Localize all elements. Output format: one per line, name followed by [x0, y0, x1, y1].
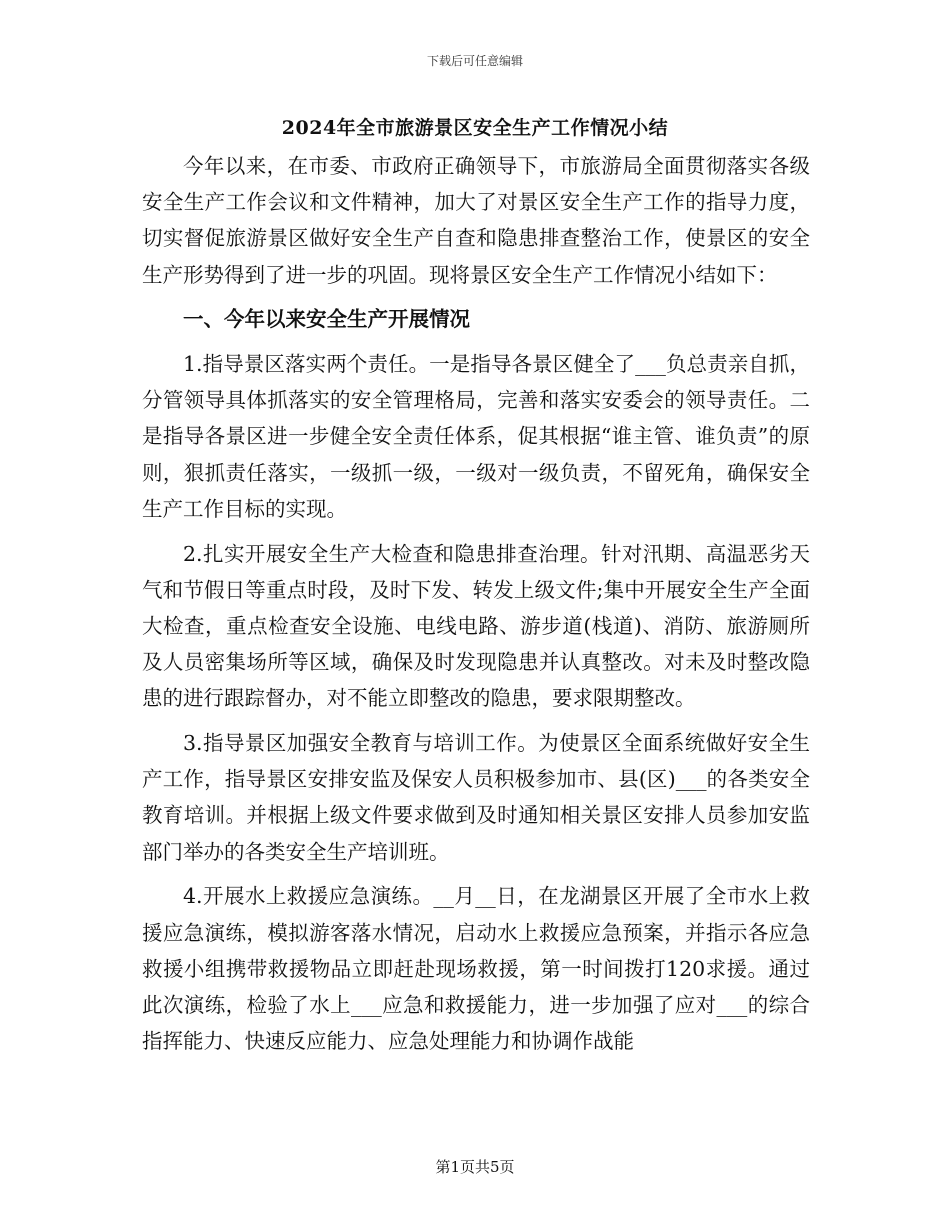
document-body [142, 148, 810, 1068]
paragraph-item-1: 1.指导景区落实两个责任。一是指导各景区健全了___负总责亲自抓，分管领导具体抓落实的安全管理格局，完善和落实安委会的领导责任。二是指导各景区进一步健全安全责任体系，促其根据“谁主管、谁负责”的原则，狠抓责任落实，一级抓一级，一级对一级负责，不留死角，确保安全生产工作目标的实现。 [142, 352, 810, 521]
document-title: 2024年全市旅游景区安全生产工作情况小结 [281, 117, 669, 139]
section-heading: 一、今年以来安全生产开展情况 [183, 307, 470, 332]
paragraph-item-3: 3.指导景区加强安全教育与培训工作。为使景区全面系统做好安全生产工作，指导景区安排安监及保安人员积极参加市、县(区)___的各类安全教育培训。并根据上级文件要求做到及时通知相关景区安排人员参加安监部门举办的各类安全生产培训班。 [142, 731, 810, 864]
page-number-footer: 第1页共5页 [435, 1158, 515, 1176]
paragraph-item-2: 2.扎实开展安全生产大检查和隐患排查治理。针对汛期、高温恶劣天气和节假日等重点时段，及时下发、转发上级文件;集中开展安全生产全面大检查，重点检查安全设施、电线电路、游步道(栈道)、消防、旅游厕所及人员密集场所等区域，确保及时发现隐患并认真整改。对未及时整改隐患的进行跟踪督办，对不能立即整改的隐患，要求限期整改。 [142, 541, 810, 711]
intro-paragraph: 今年以来，在市委、市政府正确领导下，市旅游局全面贯彻落实各级安全生产工作会议和文件精神，加大了对景区安全生产工作的指导力度，切实督促旅游景区做好安全生产自查和隐患排查整治工作，使景区的安全生产形势得到了进一步的巩固。现将景区安全生产工作情况小结如下： [142, 154, 810, 287]
paragraph-item-4: 4.开展水上救援应急演练。__月__日，在龙湖景区开展了全市水上救援应急演练，模拟游客落水情况，启动水上救援应急预案，并指示各应急救援小组携带救援物品立即赶赴现场救援，第一时间拨打120求援。通过此次演练，检验了水上___应急和救援能力，进一步加强了应对___的综合指挥能力、快速反应能力、应急处理能力和协调作战能 [142, 884, 810, 1054]
page-header-note: 下载后可任意编辑 [426, 54, 523, 68]
